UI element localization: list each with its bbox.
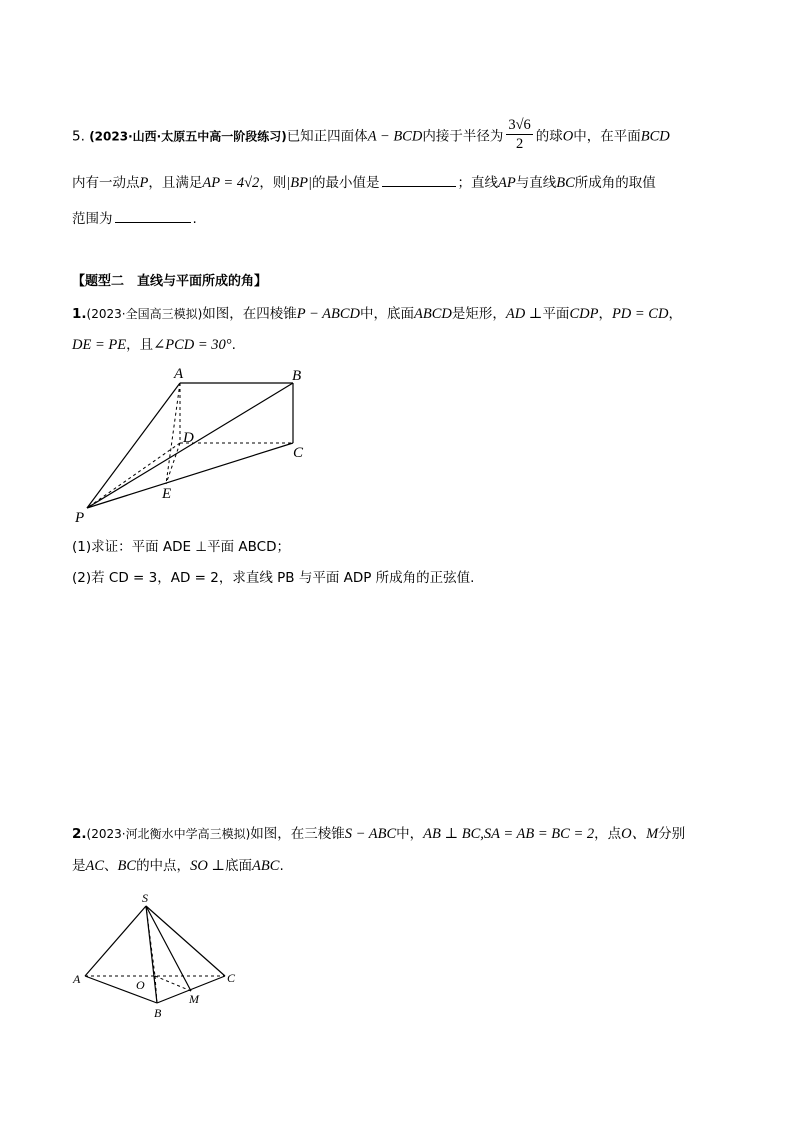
q2-math: ABC: [252, 858, 280, 874]
q5-math: P: [139, 175, 149, 191]
q5-math: O: [562, 128, 574, 145]
q5-math: |BP|: [286, 175, 312, 191]
figure-label-p: P: [75, 510, 85, 526]
q1-math: P − ABCD: [296, 306, 360, 322]
q5-text: 与直线: [515, 175, 557, 191]
q1-text: .: [231, 337, 236, 353]
q5-text: .: [192, 211, 197, 227]
q1-math: CDP: [569, 306, 599, 322]
figure-label-o: O: [136, 978, 145, 992]
q2-math: O、M: [621, 826, 659, 842]
q5-number: 5.: [72, 128, 85, 145]
q5-math: AP = 4√2: [202, 175, 260, 191]
q5-math: A − BCD: [367, 128, 423, 145]
q1-sub-2: (2)若 CD = 3，AD = 2，求直线 PB 与平面 ADP 所成角的正弦值.: [72, 570, 475, 586]
figure-label-e: E: [162, 486, 172, 502]
q1-number: 1.: [72, 306, 87, 322]
q2-text: ，点: [594, 826, 622, 842]
q5-text: 已知正四面体: [286, 128, 368, 145]
q2-math: AC: [85, 858, 105, 874]
q5-text: 所成角的取值: [574, 175, 656, 191]
q1-text: 平面: [542, 306, 570, 322]
figure-label-c2: C: [227, 971, 236, 985]
q1-text: 如图，在四棱锥: [202, 306, 297, 322]
q5-math: BC: [556, 175, 575, 191]
q1-text: ，且: [126, 337, 154, 353]
q5-fraction-denominator: 2: [515, 136, 524, 152]
q5-text: 的最小值是: [312, 175, 380, 191]
q1-sub-1: (1)求证：平面 ADE ⊥平面 ABCD；: [72, 539, 290, 555]
q5-text: 内接于半径为: [422, 128, 504, 145]
figure-label-b: B: [292, 368, 302, 384]
figure-label-d: D: [183, 430, 194, 446]
q1-math: ∠PCD = 30°: [153, 337, 232, 353]
q5-text: ，则: [259, 175, 287, 191]
q2-text: 的中点，: [136, 858, 191, 874]
q5-text: 内有一动点: [72, 175, 140, 191]
q5-text: 中，在平面: [573, 128, 641, 145]
q2-math: SO ⊥: [190, 858, 226, 874]
q2-math: AB ⊥ BC,SA = AB = BC = 2: [423, 826, 595, 842]
q2-text: 、: [104, 858, 118, 874]
q2-text: 中，: [396, 826, 424, 842]
figure-label-s: S: [142, 891, 148, 905]
q1-text: ，: [598, 306, 612, 322]
q5-math: AP: [498, 175, 516, 191]
q2-text: .: [279, 858, 284, 874]
q1-text: 是矩形，: [451, 306, 506, 322]
q1-math: ABCD: [413, 306, 452, 322]
figure-label-a2: A: [73, 972, 81, 986]
q1-text: 中，底面: [359, 306, 414, 322]
q1-math: AD ⊥: [505, 306, 543, 322]
q5-text: 范围为: [72, 211, 113, 227]
q2-text: 是: [72, 858, 86, 874]
q2-math: BC: [117, 858, 137, 874]
q2-text: 如图，在三棱锥: [250, 826, 345, 842]
figure-label-m: M: [189, 992, 199, 1006]
figure-label-a: A: [174, 366, 184, 382]
q2-text: 底面: [225, 858, 253, 874]
q2-number: 2.: [72, 826, 87, 842]
q2-source: (2023·河北衡水中学高三模拟): [86, 827, 251, 841]
q5-text: ，且满足: [148, 175, 203, 191]
q1-math: DE = PE: [72, 337, 127, 353]
q5-text: 的球: [535, 128, 563, 145]
figure-label-b2: B: [154, 1006, 162, 1020]
q5-fraction-numerator: 3√6: [508, 117, 531, 133]
q5-source: (2023·山西·太原五中高一阶段练习): [89, 129, 287, 144]
q1-math: PD = CD: [611, 306, 669, 322]
q1-text: ，: [668, 306, 682, 322]
q2-math: S − ABC: [344, 826, 397, 842]
q5-math: BCD: [640, 128, 670, 145]
q2-text: 分别: [658, 826, 686, 842]
figure-label-c: C: [293, 445, 304, 461]
q1-source: (2023·全国高三模拟): [86, 307, 203, 321]
section-heading: 【题型二 直线与平面所成的角】: [72, 274, 268, 289]
q5-text: ；直线: [457, 175, 498, 191]
